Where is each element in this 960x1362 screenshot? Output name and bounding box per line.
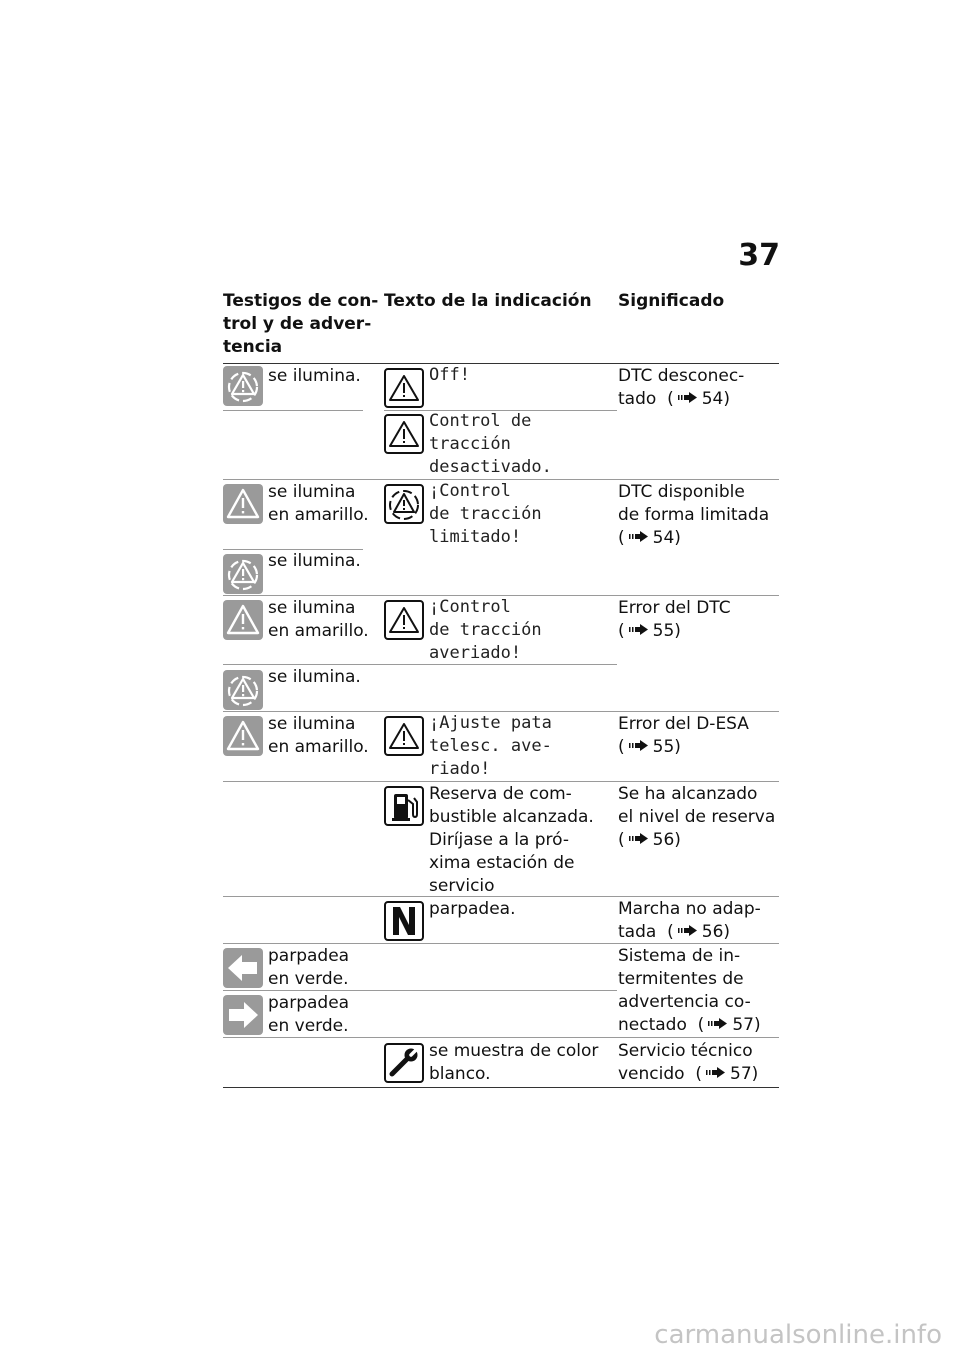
text-line: el nivel de reserva bbox=[618, 807, 776, 827]
turn-right-arrow-icon bbox=[223, 995, 263, 1035]
row1-meaning bbox=[618, 365, 744, 411]
dtc-warning-icon bbox=[223, 670, 263, 710]
text-line: Se ha alcanzado bbox=[618, 784, 758, 804]
turn-left-arrow-icon bbox=[223, 948, 263, 988]
text-line: ¡Control bbox=[429, 597, 511, 617]
text-line: nectado ( 57) bbox=[618, 1015, 761, 1035]
text-line: riado! bbox=[429, 759, 491, 779]
text-line: telesc. ave- bbox=[429, 736, 552, 756]
row1-light-state: se ilumina. bbox=[268, 366, 361, 386]
header-line: Testigos de con- bbox=[223, 291, 379, 311]
text-part: ( bbox=[618, 737, 625, 757]
general-warning-icon bbox=[223, 484, 263, 524]
row6-meaning bbox=[618, 898, 761, 944]
text-line: Control de bbox=[429, 411, 532, 431]
row2-display-text bbox=[429, 480, 542, 549]
text-line: DTC desconec- bbox=[618, 366, 745, 386]
row3-light-state-a bbox=[268, 597, 369, 643]
text-line: averiado! bbox=[429, 643, 522, 663]
text-line: en verde. bbox=[268, 1016, 349, 1036]
text-line: vencido ( 57) bbox=[618, 1064, 759, 1084]
general-warning-icon bbox=[223, 600, 263, 640]
header-display-text: Texto de la indicación bbox=[384, 291, 592, 311]
text-line: ¡Ajuste pata bbox=[429, 713, 552, 733]
text-line: Diríjase a la pró- bbox=[429, 830, 570, 850]
text-line: xima estación de bbox=[429, 853, 575, 873]
text-line: de tracción bbox=[429, 504, 542, 524]
row5-display-text bbox=[429, 783, 594, 898]
row2-light-state-a bbox=[268, 481, 369, 527]
text-line: advertencia co- bbox=[618, 992, 751, 1012]
text-line: tada ( 56) bbox=[618, 922, 731, 942]
row7-meaning bbox=[618, 945, 761, 1037]
row8-display-text bbox=[429, 1040, 598, 1086]
warning-triangle-display-icon bbox=[384, 368, 424, 408]
warning-triangle-display-icon bbox=[384, 414, 424, 454]
row1-display-text-a: Off! bbox=[429, 365, 470, 385]
row3-light-state-b: se ilumina. bbox=[268, 667, 361, 687]
text-line: parpadea bbox=[268, 946, 350, 966]
text-part: tada bbox=[618, 922, 657, 942]
header-rule bbox=[223, 363, 779, 364]
text-part: ( bbox=[618, 830, 625, 850]
page-reference-arrow-icon bbox=[629, 624, 649, 635]
row4-light-state bbox=[268, 713, 369, 759]
row4-display-text bbox=[429, 712, 552, 781]
page-reference-arrow-icon bbox=[678, 925, 698, 936]
text-line bbox=[618, 527, 769, 550]
header-control-lights bbox=[223, 290, 378, 359]
dtc-warning-icon bbox=[223, 554, 263, 594]
page-reference[interactable]: 56) bbox=[701, 922, 731, 942]
row5-meaning bbox=[618, 783, 775, 852]
page-reference[interactable]: 57) bbox=[732, 1015, 761, 1035]
page-reference[interactable]: 54) bbox=[652, 528, 681, 548]
text-line: servicio bbox=[429, 876, 495, 896]
row6-display-text: parpadea. bbox=[429, 899, 516, 919]
neutral-gear-icon bbox=[384, 901, 424, 941]
header-meaning: Significado bbox=[618, 291, 725, 311]
text-line: Marcha no adap- bbox=[618, 899, 761, 919]
page-reference-arrow-icon bbox=[629, 833, 649, 844]
row-divider bbox=[223, 410, 363, 411]
text-part: ( bbox=[618, 528, 625, 548]
row1-display-text-b bbox=[429, 410, 552, 479]
warning-triangle-display-icon bbox=[384, 716, 424, 756]
text-line: Sistema de in- bbox=[618, 946, 741, 966]
text-part: nectado bbox=[618, 1015, 687, 1035]
text-line: de tracción bbox=[429, 620, 542, 640]
text-line: Reserva de com- bbox=[429, 784, 572, 804]
page-reference[interactable]: 57) bbox=[730, 1064, 759, 1084]
header-line: tencia bbox=[223, 337, 283, 357]
row4-meaning bbox=[618, 713, 749, 759]
text-line: en amarillo. bbox=[268, 621, 369, 641]
text-line: bustible alcanzada. bbox=[429, 807, 594, 827]
text-line: Servicio técnico bbox=[618, 1041, 753, 1061]
row7-light-state-a bbox=[268, 945, 349, 991]
text-line: se muestra de color bbox=[429, 1041, 599, 1061]
page-reference-arrow-icon bbox=[629, 740, 649, 751]
text-line: se ilumina bbox=[268, 482, 356, 502]
page-reference[interactable]: 54) bbox=[701, 389, 730, 409]
page-reference-arrow-icon bbox=[678, 392, 698, 403]
text-line bbox=[618, 620, 731, 643]
page-reference[interactable]: 55) bbox=[652, 621, 681, 641]
text-line: Error del DTC bbox=[618, 598, 731, 618]
text-line: en verde. bbox=[268, 969, 349, 989]
text-line: se ilumina bbox=[268, 714, 356, 734]
text-line: en amarillo. bbox=[268, 737, 369, 757]
row-divider bbox=[223, 664, 617, 665]
text-line: ¡Control bbox=[429, 481, 511, 501]
row7-light-state-b bbox=[268, 992, 349, 1038]
row2-meaning bbox=[618, 481, 769, 550]
warning-triangle-display-icon bbox=[384, 600, 424, 640]
row3-meaning bbox=[618, 597, 731, 643]
header-line: trol y de adver- bbox=[223, 314, 372, 334]
general-warning-icon bbox=[223, 716, 263, 756]
page-number: 37 bbox=[738, 238, 780, 273]
row2-light-state-b: se ilumina. bbox=[268, 551, 361, 571]
text-line: de forma limitada bbox=[618, 505, 770, 525]
text-line: se ilumina bbox=[268, 598, 356, 618]
text-line: tracción bbox=[429, 434, 511, 454]
text-line: Error del D-ESA bbox=[618, 714, 749, 734]
watermark: carmanualsonline.info bbox=[654, 1320, 942, 1350]
row8-meaning bbox=[618, 1040, 758, 1086]
page-reference[interactable]: 55) bbox=[652, 737, 681, 757]
text-part: tado bbox=[618, 389, 657, 409]
dtc-display-icon bbox=[384, 484, 424, 524]
page-reference-arrow-icon bbox=[629, 531, 649, 542]
text-line bbox=[618, 736, 749, 759]
dtc-warning-icon bbox=[223, 366, 263, 406]
text-line: desactivado. bbox=[429, 457, 552, 477]
text-line: parpadea bbox=[268, 993, 350, 1013]
text-part: vencido bbox=[618, 1064, 685, 1084]
fuel-pump-icon bbox=[384, 786, 424, 826]
page-reference[interactable]: 56) bbox=[652, 830, 681, 850]
text-line: DTC disponible bbox=[618, 482, 745, 502]
text-line bbox=[618, 829, 775, 852]
text-line: blanco. bbox=[429, 1064, 491, 1084]
text-part: ( bbox=[618, 621, 625, 641]
text-line: limitado! bbox=[429, 527, 522, 547]
page-reference-arrow-icon bbox=[706, 1067, 726, 1078]
wrench-icon bbox=[384, 1043, 424, 1083]
text-line: termitentes de bbox=[618, 969, 744, 989]
page-reference-arrow-icon bbox=[708, 1018, 728, 1029]
text-line: tado ( 54) bbox=[618, 389, 730, 409]
text-line: en amarillo. bbox=[268, 505, 369, 525]
row-divider bbox=[223, 781, 779, 782]
row3-display-text bbox=[429, 596, 542, 665]
table-bottom-rule bbox=[223, 1087, 779, 1088]
